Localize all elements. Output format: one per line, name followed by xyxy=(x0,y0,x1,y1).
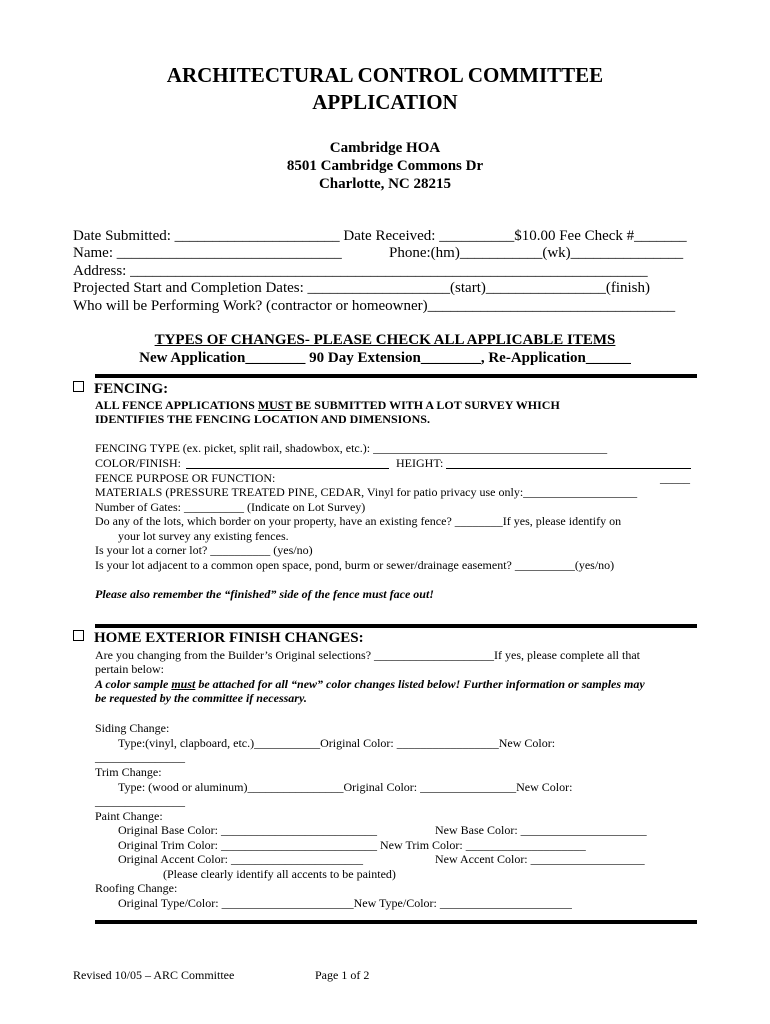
trim-new-color-blank[interactable]: _______________ xyxy=(95,794,185,808)
bottom-divider xyxy=(95,920,697,924)
paint-trim-field[interactable]: Original Trim Color: __________________________ New Trim Color: ____________________ xyxy=(118,838,586,852)
exterior-heading-text: HOME EXTERIOR FINISH CHANGES: xyxy=(94,630,364,646)
fencing-type-field[interactable]: FENCING TYPE (ex. picket, split rail, shadowbox, etc.): _______________________________________ xyxy=(95,441,608,455)
page-number: Page 1 of 2 xyxy=(315,968,370,982)
existing-fence-field[interactable]: Do any of the lots, which border on your property, have an existing fence? ________If yes, please identify on xyxy=(95,514,622,528)
types-heading: TYPES OF CHANGES- PLEASE CHECK ALL APPLICABLE ITEMS xyxy=(154,332,616,348)
paint-new-accent-field[interactable]: New Accent Color: ___________________ xyxy=(435,852,645,866)
application-type-line[interactable]: New Application________ 90 Day Extension________, Re-Application______ xyxy=(139,350,631,366)
paint-accent-field[interactable]: Original Accent Color: ______________________ xyxy=(118,852,363,866)
address-field[interactable]: Address: _____________________________________________________________________ xyxy=(73,263,648,279)
fencing-checkbox[interactable] xyxy=(73,381,84,392)
fence-reminder: Please also remember the “finished” side of the fence must face out! xyxy=(95,587,434,601)
roofing-label: Roofing Change: xyxy=(95,881,178,895)
adjacent-field[interactable]: Is your lot adjacent to a common open space, pond, burm or sewer/drainage easement? __________(yes/no) xyxy=(95,558,615,572)
exterior-checkbox[interactable] xyxy=(73,630,84,641)
form-title-line2: APPLICATION xyxy=(312,90,458,114)
org-name: Cambridge HOA xyxy=(329,140,441,156)
exterior-divider xyxy=(95,624,697,628)
gates-field[interactable]: Number of Gates: __________ (Indicate on Lot Survey) xyxy=(95,500,366,514)
fence-purpose-blank[interactable]: _____ xyxy=(660,471,690,485)
materials-field[interactable]: MATERIALS (PRESSURE TREATED PINE, CEDAR, Vinyl for patio privacy use only:___________________ xyxy=(95,485,638,499)
revision-note: Revised 10/05 – ARC Committee xyxy=(73,968,235,982)
date-fee-line[interactable]: Date Submitted: ______________________ Date Received: __________$10.00 Fee Check #_______ xyxy=(73,228,687,244)
height-blank[interactable] xyxy=(446,468,691,469)
fencing-notice-line2: IDENTIFIES THE FENCING LOCATION AND DIMENSIONS. xyxy=(95,412,430,426)
name-field[interactable]: Name: ______________________________ xyxy=(73,245,342,261)
siding-field[interactable]: Type:(vinyl, clapboard, etc.)___________Original Color: _________________New Color: xyxy=(118,736,556,750)
trim-label: Trim Change: xyxy=(95,765,162,779)
paint-label: Paint Change: xyxy=(95,809,163,823)
siding-new-color-blank[interactable]: _______________ xyxy=(95,750,185,764)
form-title-line1: ARCHITECTURAL CONTROL COMMITTEE xyxy=(166,63,604,87)
roofing-field[interactable]: Original Type/Color: ______________________New Type/Color: ______________________ xyxy=(118,896,572,910)
siding-label: Siding Change: xyxy=(95,721,170,735)
trim-field[interactable]: Type: (wood or aluminum)________________Original Color: ________________New Color: xyxy=(118,780,573,794)
performer-field[interactable]: Who will be Performing Work? (contractor or homeowner)_________________________________ xyxy=(73,298,676,314)
color-sample-note-line2: be requested by the committee if necessary. xyxy=(95,691,307,705)
org-city: Charlotte, NC 28215 xyxy=(318,176,452,192)
paint-base-field[interactable]: Original Base Color: __________________________ xyxy=(118,823,377,837)
exterior-heading xyxy=(73,630,364,647)
fencing-notice-line1: ALL FENCE APPLICATIONS MUST BE SUBMITTED WITH A LOT SURVEY WHICH xyxy=(95,398,560,412)
fencing-heading-text: FENCING: xyxy=(94,381,169,397)
fencing-divider xyxy=(95,374,697,378)
builder-question[interactable]: Are you changing from the Builder’s Original selections? ____________________If yes, please complete all that xyxy=(95,648,640,662)
paint-new-base-field[interactable]: New Base Color: _____________________ xyxy=(435,823,647,837)
color-sample-note-line1: A color sample must be attached for all “new” color changes listed below! Further information or samples may xyxy=(95,677,645,691)
dates-field[interactable]: Projected Start and Completion Dates: ___________________(start)________________(finish) xyxy=(73,280,651,296)
builder-question-cont: pertain below: xyxy=(95,662,164,676)
fencing-heading xyxy=(73,381,168,398)
fence-purpose-label: FENCE PURPOSE OR FUNCTION: xyxy=(95,471,276,485)
phone-field[interactable]: Phone:(hm)___________(wk)_______________ xyxy=(389,245,684,261)
corner-lot-field[interactable]: Is your lot a corner lot? __________ (yes/no) xyxy=(95,543,313,557)
existing-fence-note: your lot survey any existing fences. xyxy=(118,529,289,543)
color-finish-label: COLOR/FINISH: xyxy=(95,456,182,470)
paint-note: (Please clearly identify all accents to be painted) xyxy=(163,867,396,881)
color-finish-blank[interactable] xyxy=(186,468,389,469)
height-label: HEIGHT: xyxy=(396,456,444,470)
org-street: 8501 Cambridge Commons Dr xyxy=(286,158,484,174)
